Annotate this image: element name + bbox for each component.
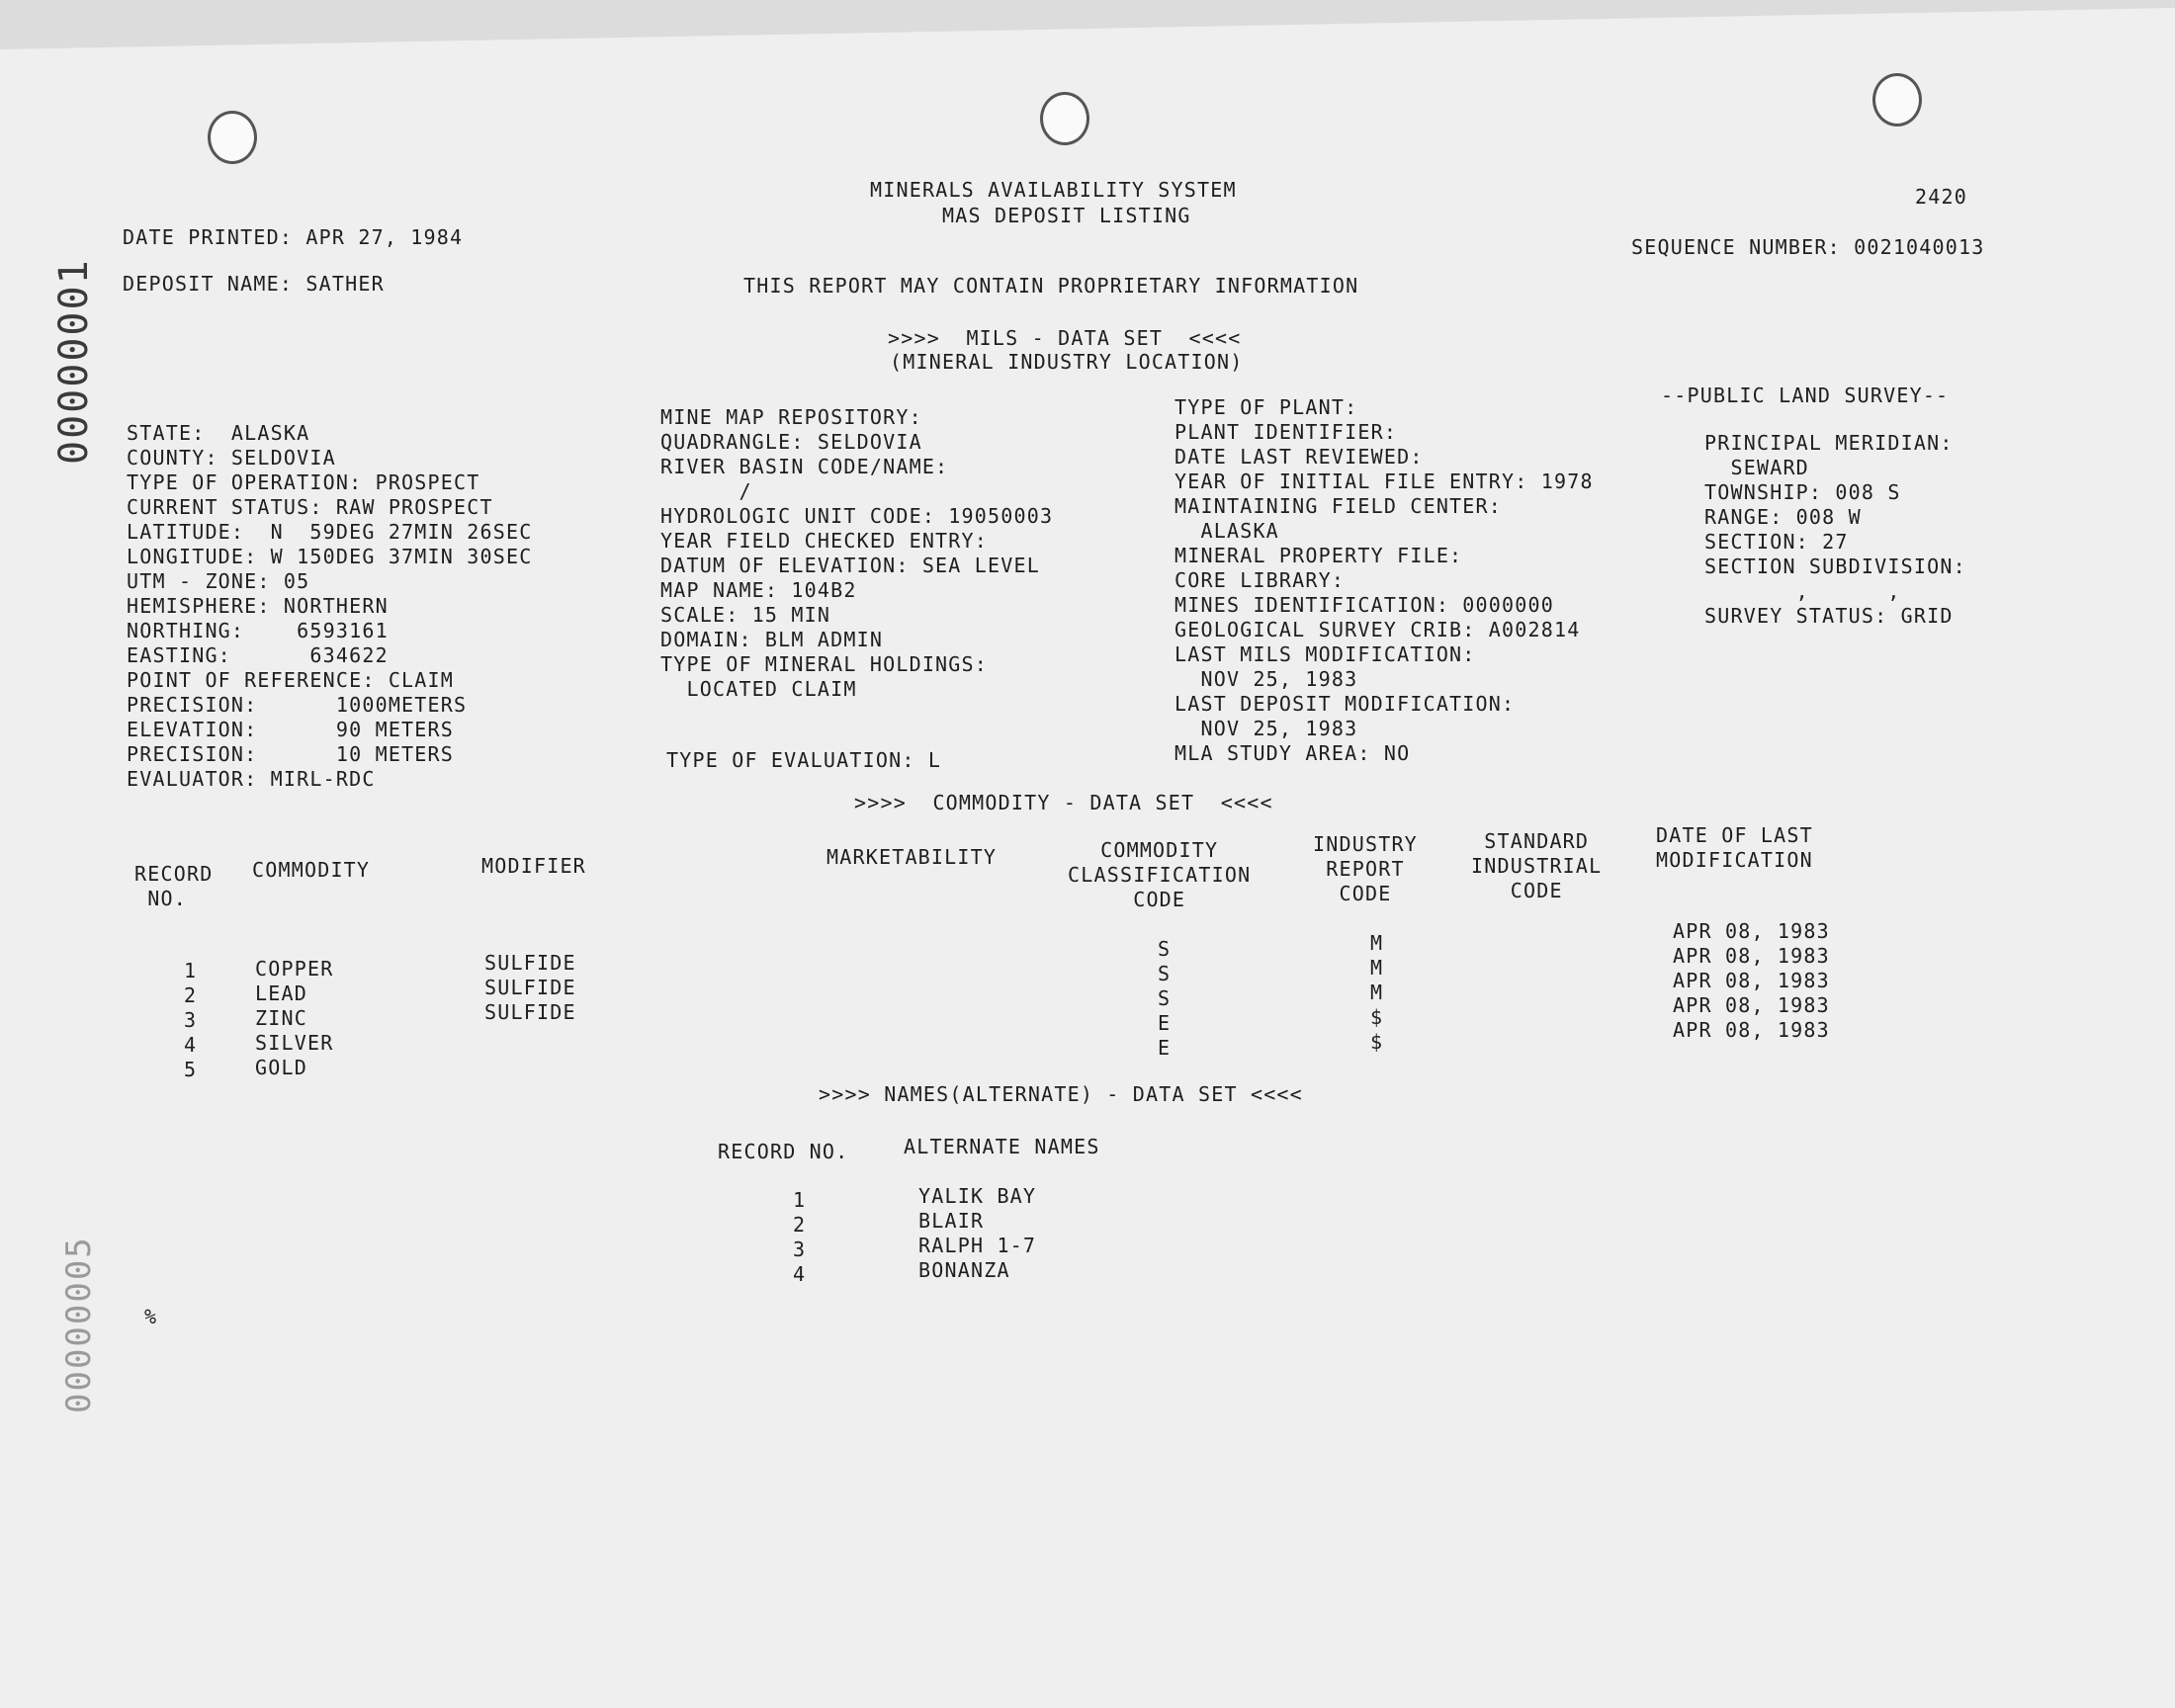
header-modifier: MODIFIER xyxy=(481,854,586,878)
proprietary-notice: THIS REPORT MAY CONTAIN PROPRIETARY INFORMATION xyxy=(743,274,1359,298)
field-line: TYPE OF MINERAL HOLDINGS: xyxy=(660,652,989,676)
field-line: POINT OF REFERENCE: CLAIM xyxy=(127,668,455,692)
commodity-report-code-column xyxy=(1370,931,1383,1055)
table-cell: APR 08, 1983 xyxy=(1673,1018,1830,1042)
table-cell: M xyxy=(1370,931,1384,955)
commodity-modifier-column xyxy=(484,951,576,1025)
field-line: HYDROLOGIC UNIT CODE: 19050003 xyxy=(660,504,1054,528)
field-line: PRINCIPAL MERIDIAN: xyxy=(1704,431,1954,455)
public-land-survey-title: --PUBLIC LAND SURVEY-- xyxy=(1661,384,1950,407)
field-line: MINE MAP REPOSITORY: xyxy=(660,405,922,429)
mils-admin-column xyxy=(1174,395,1594,766)
table-cell: 4 xyxy=(793,1262,807,1286)
field-line: RANGE: 008 W xyxy=(1704,505,1862,529)
field-line: SEWARD xyxy=(1704,456,1809,479)
field-line: SURVEY STATUS: GRID xyxy=(1704,604,1954,628)
field-line: / xyxy=(660,479,752,503)
header-date-last-modification: DATE OF LAST MODIFICATION xyxy=(1656,823,1813,872)
mils-section-subtitle: (MINERAL INDUSTRY LOCATION) xyxy=(890,350,1244,374)
table-cell: 2 xyxy=(184,983,198,1007)
table-cell: RALPH 1-7 xyxy=(918,1234,1037,1257)
table-cell: LEAD xyxy=(255,982,307,1005)
commodity-name-column xyxy=(255,957,333,1080)
listing-title: MAS DEPOSIT LISTING xyxy=(942,204,1191,227)
date-printed: DATE PRINTED: APR 27, 1984 xyxy=(123,225,464,249)
field-line: NOV 25, 1983 xyxy=(1174,717,1358,740)
frame-number-stamp-top: 00000001 xyxy=(51,258,97,465)
table-cell: SULFIDE xyxy=(484,1000,576,1024)
mils-location-column xyxy=(127,421,532,792)
field-line: DATUM OF ELEVATION: SEA LEVEL xyxy=(660,554,1040,577)
table-cell: APR 08, 1983 xyxy=(1673,944,1830,968)
field-line: ELEVATION: 90 METERS xyxy=(127,718,455,741)
alternate-names-column xyxy=(918,1184,1036,1283)
public-land-survey-column xyxy=(1704,431,1966,629)
field-line: NORTHING: 6593161 xyxy=(127,619,389,642)
names-record-no-column xyxy=(793,1188,806,1287)
table-cell: S xyxy=(1158,937,1172,961)
type-of-evaluation: TYPE OF EVALUATION: L xyxy=(666,748,942,772)
field-line: EVALUATOR: MIRL-RDC xyxy=(127,767,376,791)
field-line: UTM - ZONE: 05 xyxy=(127,569,310,593)
footer-mark: % xyxy=(144,1305,158,1328)
table-cell: SILVER xyxy=(255,1031,334,1055)
header-standard-industrial-code: STANDARD INDUSTRIAL CODE xyxy=(1471,829,1603,902)
sequence-number: SEQUENCE NUMBER: 0021040013 xyxy=(1631,235,1985,259)
field-line: LATITUDE: N 59DEG 27MIN 26SEC xyxy=(127,520,533,544)
commodity-class-code-column xyxy=(1158,937,1171,1061)
commodity-date-column xyxy=(1673,919,1830,1043)
field-line: PRECISION: 1000METERS xyxy=(127,693,468,717)
table-cell: APR 08, 1983 xyxy=(1673,919,1830,943)
deposit-name: DEPOSIT NAME: SATHER xyxy=(123,272,385,296)
field-line: , , xyxy=(1704,579,1901,603)
table-cell: 4 xyxy=(184,1033,198,1057)
table-cell: SULFIDE xyxy=(484,951,576,975)
table-cell: M xyxy=(1370,981,1384,1004)
header-commodity: COMMODITY xyxy=(252,858,371,882)
commodity-section-title: >>>> COMMODITY - DATA SET <<<< xyxy=(854,791,1273,814)
field-line: LOCATED CLAIM xyxy=(660,677,857,701)
table-cell: YALIK BAY xyxy=(918,1184,1037,1208)
names-section-title: >>>> NAMES(ALTERNATE) - DATA SET <<<< xyxy=(819,1082,1303,1106)
field-line: LAST DEPOSIT MODIFICATION: xyxy=(1174,692,1516,716)
page-number: 2420 xyxy=(1915,185,1967,209)
mils-section-title: >>>> MILS - DATA SET <<<< xyxy=(888,326,1242,350)
table-cell: S xyxy=(1158,962,1172,985)
field-line: PLANT IDENTIFIER: xyxy=(1174,420,1398,444)
field-line: DATE LAST REVIEWED: xyxy=(1174,445,1424,469)
table-cell: 5 xyxy=(184,1058,198,1081)
field-line: DOMAIN: BLM ADMIN xyxy=(660,628,884,651)
field-line: SECTION: 27 xyxy=(1704,530,1849,554)
field-line: MLA STUDY AREA: NO xyxy=(1174,741,1411,765)
table-cell: $ xyxy=(1370,1005,1384,1029)
table-cell: 3 xyxy=(793,1238,807,1261)
field-line: ALASKA xyxy=(1174,519,1279,543)
field-line: HEMISPHERE: NORTHERN xyxy=(127,594,389,618)
field-line: MINERAL PROPERTY FILE: xyxy=(1174,544,1463,567)
field-line: MINES IDENTIFICATION: 0000000 xyxy=(1174,593,1554,617)
field-line: SECTION SUBDIVISION: xyxy=(1704,555,1966,578)
system-title: MINERALS AVAILABILITY SYSTEM xyxy=(870,178,1237,202)
field-line: TYPE OF OPERATION: PROSPECT xyxy=(127,470,480,494)
field-line: NOV 25, 1983 xyxy=(1174,667,1358,691)
table-cell: BONANZA xyxy=(918,1258,1010,1282)
punch-hole-center xyxy=(1040,92,1089,145)
header-marketability: MARKETABILITY xyxy=(826,845,998,869)
field-line: YEAR FIELD CHECKED ENTRY: xyxy=(660,529,989,553)
table-cell: COPPER xyxy=(255,957,334,981)
field-line: RIVER BASIN CODE/NAME: xyxy=(660,455,949,478)
field-line: TOWNSHIP: 008 S xyxy=(1704,480,1901,504)
field-line: SCALE: 15 MIN xyxy=(660,603,831,627)
header-record-no: RECORD NO. xyxy=(134,862,214,910)
table-cell: APR 08, 1983 xyxy=(1673,969,1830,992)
field-line: STATE: ALASKA xyxy=(127,421,310,445)
field-line: TYPE OF PLANT: xyxy=(1174,395,1358,419)
table-cell: E xyxy=(1158,1036,1172,1060)
field-line: CURRENT STATUS: RAW PROSPECT xyxy=(127,495,493,519)
field-line: MAINTAINING FIELD CENTER: xyxy=(1174,494,1503,518)
punch-hole-right xyxy=(1872,73,1922,127)
field-line: YEAR OF INITIAL FILE ENTRY: 1978 xyxy=(1174,470,1594,493)
field-line: QUADRANGLE: SELDOVIA xyxy=(660,430,922,454)
table-cell: GOLD xyxy=(255,1056,307,1079)
field-line: GEOLOGICAL SURVEY CRIB: A002814 xyxy=(1174,618,1581,641)
table-cell: $ xyxy=(1370,1030,1384,1054)
punch-hole-left xyxy=(208,111,257,164)
table-cell: 3 xyxy=(184,1008,198,1032)
table-cell: S xyxy=(1158,986,1172,1010)
table-cell: 1 xyxy=(184,959,198,982)
table-cell: ZINC xyxy=(255,1006,307,1030)
field-line: PRECISION: 10 METERS xyxy=(127,742,455,766)
table-cell: SULFIDE xyxy=(484,976,576,999)
field-line: COUNTY: SELDOVIA xyxy=(127,446,336,470)
field-line: MAP NAME: 104B2 xyxy=(660,578,857,602)
table-cell: 1 xyxy=(793,1188,807,1212)
table-cell: APR 08, 1983 xyxy=(1673,993,1830,1017)
field-line: LAST MILS MODIFICATION: xyxy=(1174,642,1476,666)
header-industry-report-code: INDUSTRY REPORT CODE xyxy=(1313,832,1418,905)
table-cell: 2 xyxy=(793,1213,807,1237)
frame-number-stamp-bottom: 00000005 xyxy=(59,1236,99,1413)
table-cell: M xyxy=(1370,956,1384,980)
header-classification-code: COMMODITY CLASSIFICATION CODE xyxy=(1068,838,1252,911)
field-line: LONGITUDE: W 150DEG 37MIN 30SEC xyxy=(127,545,533,568)
field-line: EASTING: 634622 xyxy=(127,643,389,667)
header-names-record-no: RECORD NO. xyxy=(718,1140,849,1163)
header-alternate-names: ALTERNATE NAMES xyxy=(904,1135,1100,1158)
table-cell: BLAIR xyxy=(918,1209,985,1233)
commodity-record-no-column xyxy=(184,959,197,1082)
mils-map-column xyxy=(660,405,1053,702)
table-cell: E xyxy=(1158,1011,1172,1035)
field-line: CORE LIBRARY: xyxy=(1174,568,1346,592)
